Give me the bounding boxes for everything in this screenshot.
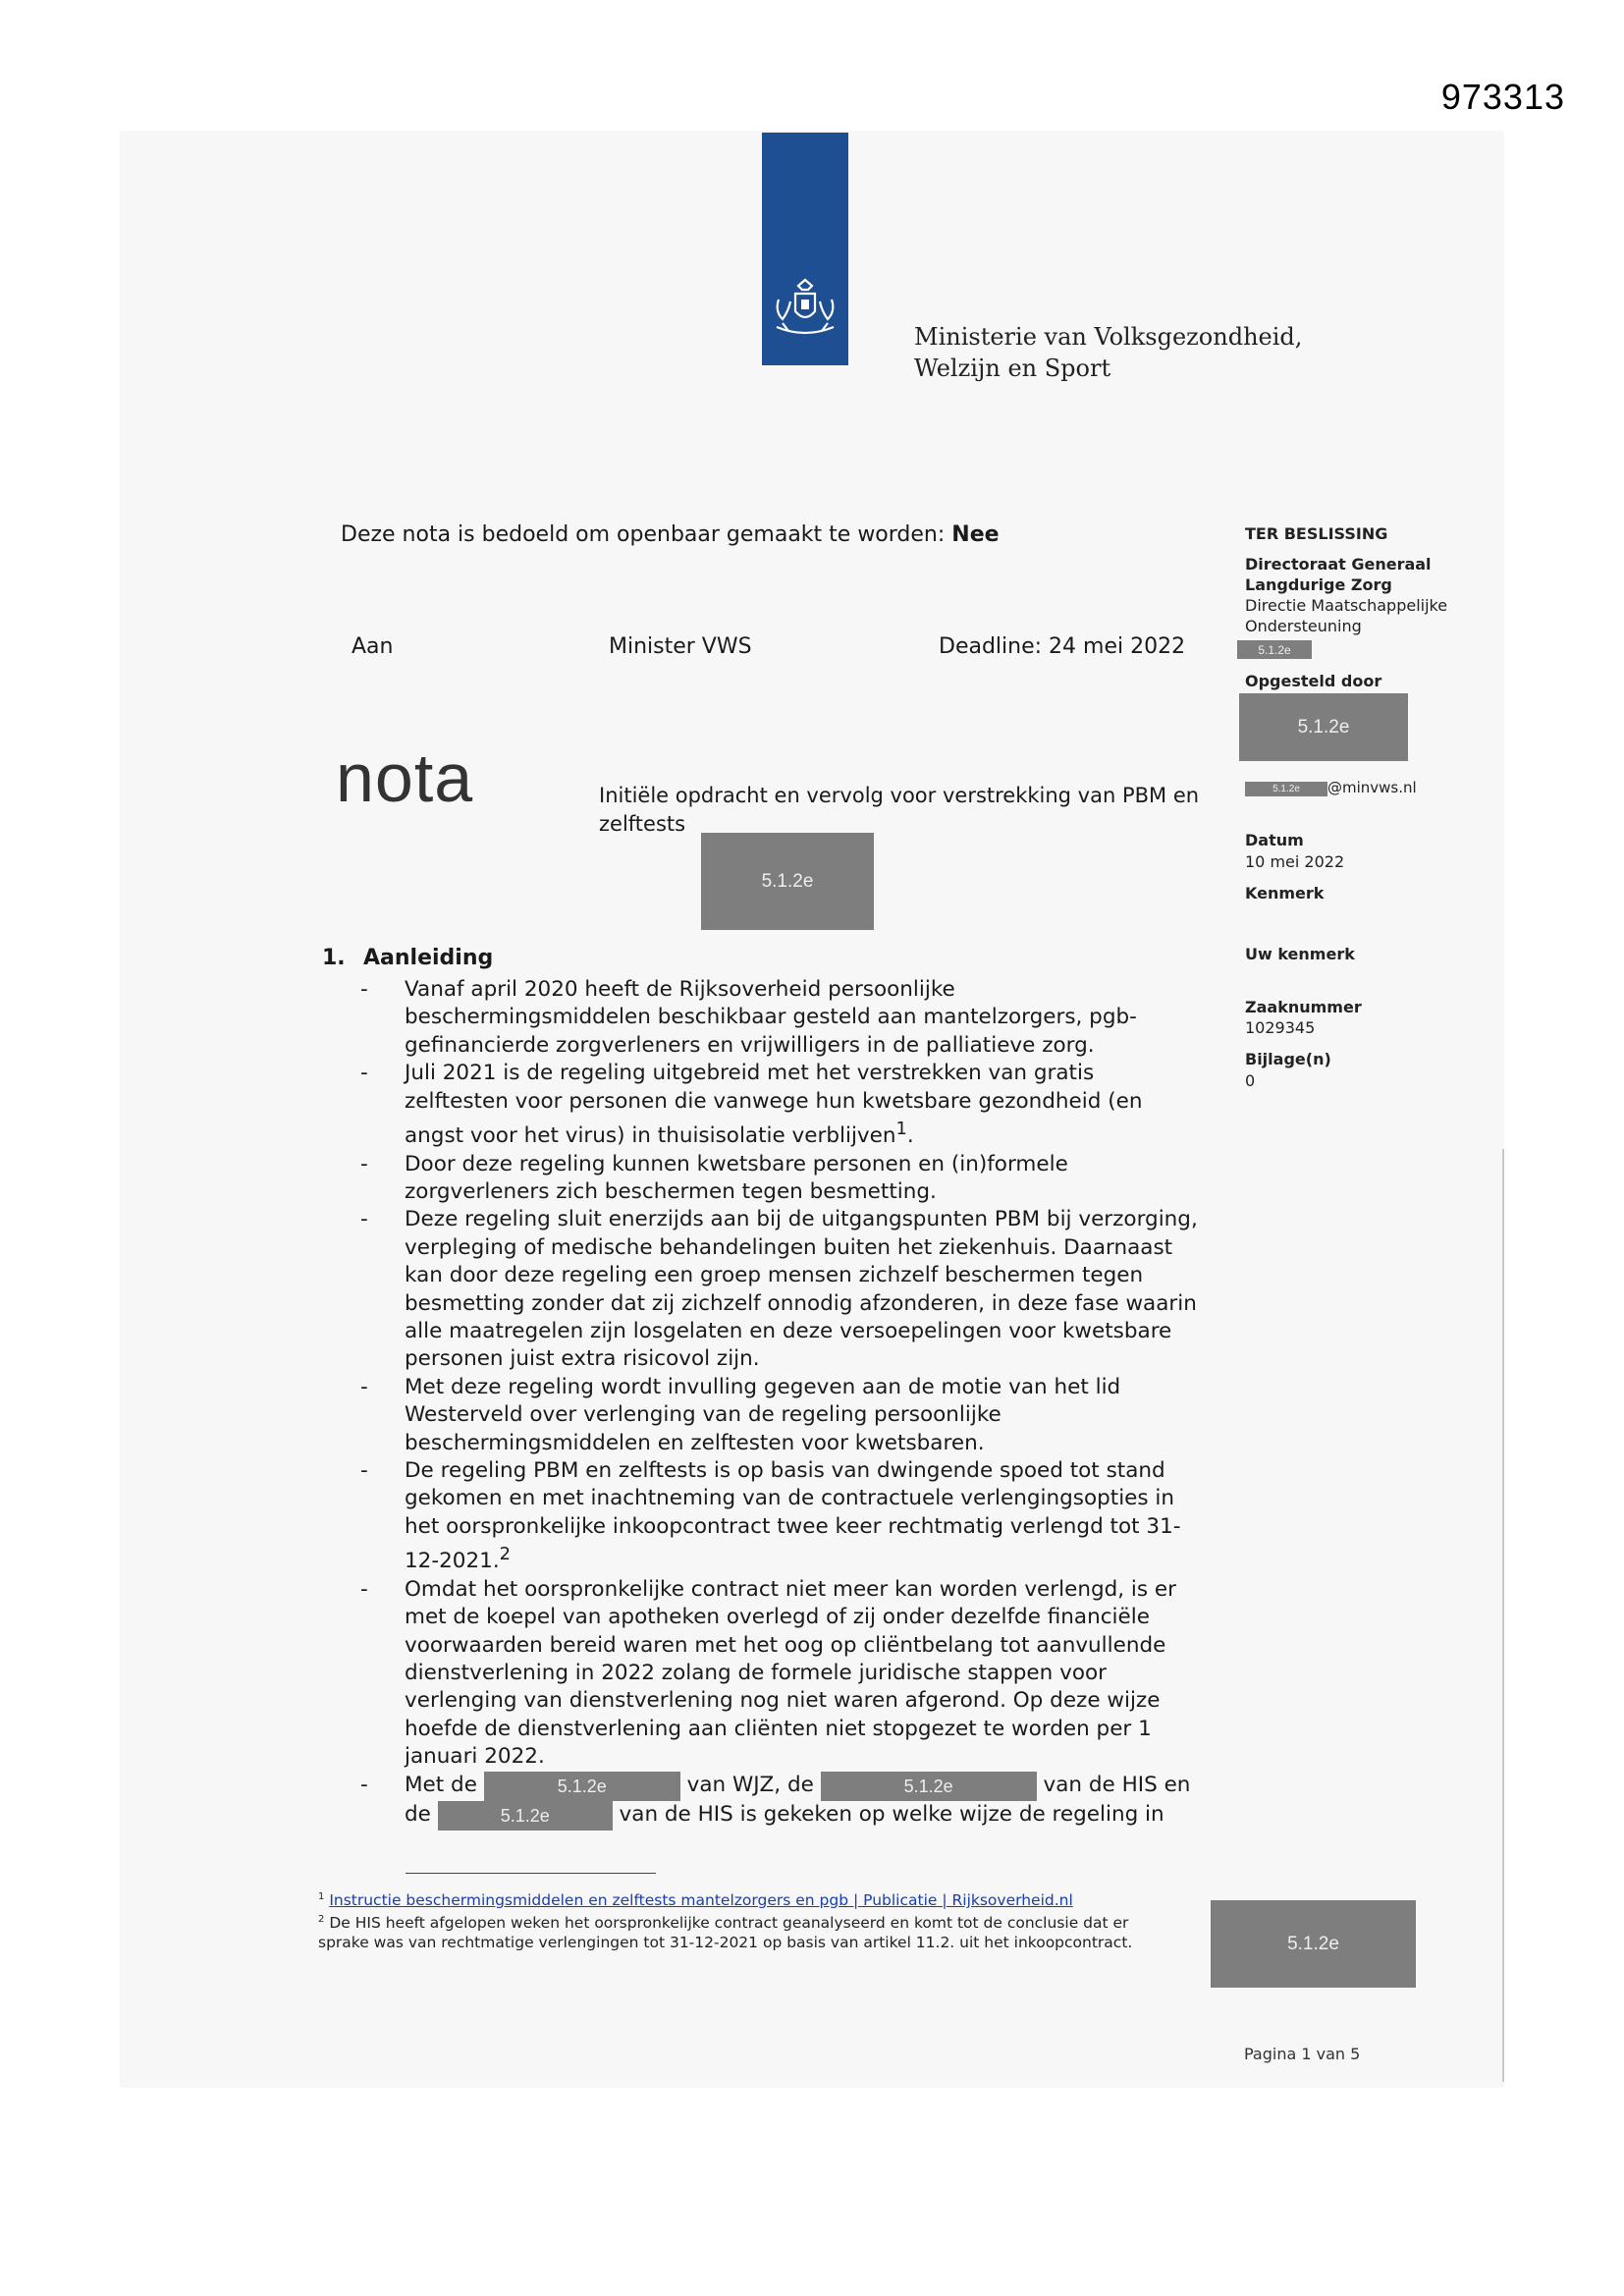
redaction-block: 5.1.2e <box>701 833 874 930</box>
footnote-2: $^2$ De HIS heeft afgelopen weken het oorspronkelijke contract geanalyseerd en komt tot de conclusie dat er sprake was van rechtmatige verlengingen tot 31-12-2021 op basis van artikel 11.2. uit het inkoopcontract. <box>318 1914 1133 1952</box>
page-number: Pagina 1 van 5 <box>1244 2045 1361 2063</box>
rijksoverheid-logo <box>762 133 848 365</box>
zaaknummer-label: Zaaknummer <box>1245 998 1362 1016</box>
zaaknummer-value: 1029345 <box>1245 1018 1316 1037</box>
redaction-block: 5.1.2e <box>821 1772 1037 1801</box>
redaction-block: 5.1.2e <box>1239 693 1408 761</box>
footnote-divider <box>406 1873 656 1874</box>
bullet-list <box>355 976 1200 1831</box>
aan-label: Aan <box>352 634 394 659</box>
public-notice-value: Nee <box>951 522 1000 547</box>
footnotes <box>318 1887 1182 1952</box>
datum-value: 10 mei 2022 <box>1245 852 1345 871</box>
bijlagen-value: 0 <box>1245 1071 1256 1090</box>
sidebar-meta: TER BESLISSING Directoraat Generaal Langdurige Zorg Directie Maatschappelijke Ondersteuning <box>1245 524 1448 635</box>
public-notice: Deze nota is bedoeld om openbaar gemaakt te worden: Nee <box>341 522 1000 547</box>
scan-edge <box>1502 1149 1504 2082</box>
list-item: - Deze regeling sluit enerzijds aan bij de uitgangspunten PBM bij verzorging, verpleging of medische behandelingen buiten het ziekenhuis. Daarnaast kan door deze regeling een groep mensen zichzelf beschermen tegen besmetting zonder dat zij zichzelf onnodig afzonderen, in deze fase waarin alle maatregelen zijn losgelaten en deze versoepelingen voor kwetsbare personen juist extra risicovol zijn. <box>360 1207 1198 1372</box>
list-item: - Omdat het oorspronkelijke contract niet meer kan worden verlengd, is er met de koepel van apotheken overlegd of zij onder dezelfde financiële voorwaarden bereid waren met het oog op cliëntbelang tot aanvullende dienstverlening in 2022 zolang de formele juridische stappen voor verlenging van dienstverlening nog niet waren afgerond. Op deze wijze hoefde de dienstverlening aan cliënten niet stopgezet te worden per 1 januari 2022. <box>360 1576 1176 1770</box>
aan-value: Minister VWS <box>609 634 752 659</box>
document-number: 973313 <box>1440 77 1565 117</box>
footnote-link[interactable]: Instructie beschermingsmiddelen en zelftests mantelzorgers en pgb | Publicatie | Rijksoverheid.nl <box>329 1891 1073 1910</box>
datum-label: Datum <box>1245 831 1304 849</box>
subject: Initiële opdracht en vervolg voor verstrekking van PBM en zelftests <box>599 784 1200 836</box>
redaction-block: 5.1.2e <box>438 1801 613 1831</box>
bijlagen-label: Bijlage(n) <box>1245 1050 1331 1068</box>
deadline: Deadline: 24 mei 2022 <box>939 634 1186 659</box>
email-suffix: @minvws.nl <box>1327 779 1417 796</box>
redaction-block: 5.1.2e <box>1237 640 1312 659</box>
list-item: - Met de 5.1.2e van WJZ, de 5.1.2e van de HIS en de 5.1.2e van de HIS is gekeken op welke wijze de regeling in <box>355 1772 1200 1831</box>
list-item: - Juli 2021 is de regeling uitgebreid met het verstrekken van gratis zelftesten voor personen die vanwege hun kwetsbare gezondheid (en angst voor het virus) in thuisisolatie verblijven$^1$. <box>360 1061 1143 1149</box>
redaction-block: 5.1.2e <box>1245 782 1327 796</box>
nota-heading: nota <box>336 739 474 816</box>
list-item: - Met deze regeling wordt invulling gegeven aan de motie van het lid Westerveld over verlenging van de regeling persoonlijke beschermingsmiddelen en zelftesten voor kwetsbaren. <box>360 1374 1121 1455</box>
ministry-name: Ministerie van Volksgezondheid, Welzijn en Sport <box>914 323 1303 382</box>
list-item: - De regeling PBM en zelftests is op basis van dwingende spoed tot stand gekomen en met inachtneming van de contractuele verlengingsopties in het oorspronkelijke inkoopcontract twee keer rechtmatig verlengd tot 31-12-2021.$^2$ <box>360 1458 1181 1574</box>
coat-of-arms-icon <box>769 278 841 341</box>
footnote-1: $^1$ Instructie beschermingsmiddelen en zelftests mantelzorgers en pgb | Publicatie | Rijksoverheid.nl <box>318 1891 1073 1910</box>
list-item: - Vanaf april 2020 heeft de Rijksoverheid persoonlijke beschermingsmiddelen beschikbaar gesteld aan mantelzorgers, pgb-gefinancierde zorgverleners en vrijwilligers in de palliatieve zorg. <box>360 977 1137 1058</box>
footnote-ref: 2 <box>499 1544 512 1565</box>
ter-beslissing: TER BESLISSING <box>1245 524 1388 543</box>
list-item: - Door deze regeling kunnen kwetsbare personen en (in)formele zorgverleners zich beschermen tegen besmetting. <box>360 1151 1068 1204</box>
opgesteld-label: Opgesteld door <box>1245 672 1382 690</box>
kenmerk-label: Kenmerk <box>1245 884 1325 902</box>
redaction-block: 5.1.2e <box>1211 1900 1416 1988</box>
section-heading: 1. Aanleiding <box>322 946 494 970</box>
footnote-ref: 1 <box>895 1119 907 1140</box>
uw-kenmerk-label: Uw kenmerk <box>1245 945 1355 963</box>
redaction-block: 5.1.2e <box>484 1772 680 1801</box>
